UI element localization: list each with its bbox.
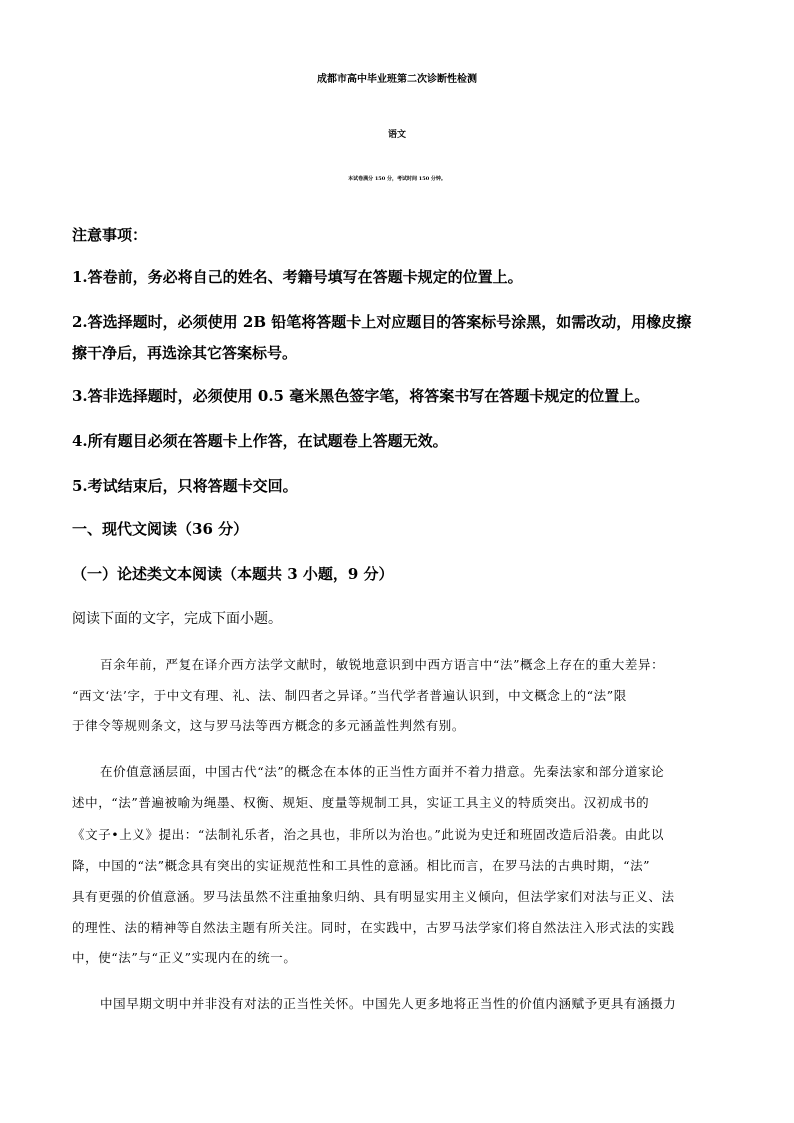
passage-line: 的理性、法的精神等自然法主题有所关注。同时，在实践中，古罗马法学家们将自然法注入形式法的实践 <box>72 920 675 935</box>
passage-line: 在价值意涵层面，中国古代“法”的概念在本体的正当性方面并不着力措意。先秦法家和部分道家论 <box>100 764 665 779</box>
passage-line: 中国早期文明中并非没有对法的正当性关怀。中国先人更多地将正当性的价值内涵赋予更具有涵摄力 <box>100 996 677 1011</box>
subsection-heading: （一）论述类文本阅读（本题共 3 小题，9 分） <box>72 565 394 583</box>
passage-line: 具有更强的价值意涵。罗马法虽然不注重抽象归纳、具有明显实用主义倾向，但法学家们对法与正义、法 <box>72 889 675 904</box>
notice-item-2: 2.答选择题时，必须使用 2B 铅笔将答题卡上对应题目的答案标号涂黑，如需改动，用橡皮擦 <box>72 313 692 331</box>
reading-instruction: 阅读下面的文字，完成下面小题。 <box>72 611 282 627</box>
passage-line: 降，中国的“法”概念具有突出的实证规范性和工具性的意涵。相比而言，在罗马法的古典时期，“法” <box>72 858 651 873</box>
notice-item-1: 1.答卷前，务必将自己的姓名、考籍号填写在答题卡规定的位置上。 <box>72 268 523 286</box>
subject-title: 语文 <box>387 130 406 140</box>
notice-heading: 注意事项： <box>72 226 148 244</box>
notice-item-2-cont: 擦干净后，再选涂其它答案标号。 <box>72 344 298 362</box>
passage-line: 中，使“法”与“正义”实现内在的统一。 <box>72 950 297 965</box>
passage-line: “西文‘法’字，于中文有理、礼、法、制四者之异译。”当代学者普遍认识到，中文概念上的“法”限 <box>72 688 627 703</box>
section-heading: 一、现代文阅读（36 分） <box>72 520 249 538</box>
passage-line: 百余年前，严复在译介西方法学文献时，敏锐地意识到中西方语言中“法”概念上存在的重大差异： <box>100 657 665 672</box>
passage-line: 《文子•上义》提出：“法制礼乐者，治之具也，非所以为治也。”此说为史迁和班固改造后沿袭。由此以 <box>72 827 665 842</box>
notice-item-4: 4.所有题目必须在答题卡上作答，在试题卷上答题无效。 <box>72 432 448 450</box>
passage-line: 述中，“法”普遍被喻为绳墨、权衡、规矩、度量等规制工具，实证工具主义的特质突出。汉初成书的 <box>72 795 650 810</box>
notice-item-5: 5.考试结束后，只将答题卡交回。 <box>72 477 298 495</box>
exam-title: 成都市高中毕业班第二次诊断性检测 <box>317 74 477 85</box>
notice-item-3: 3.答非选择题时，必须使用 0.5 毫米黑色签字笔，将答案书写在答题卡规定的位置上。 <box>72 387 650 405</box>
score-info: 本试卷满分 150 分，考试时间 150 分钟。 <box>348 176 446 182</box>
passage-line: 于律令等规则条文，这与罗马法等西方概念的多元涵盖性判然有别。 <box>72 718 466 733</box>
